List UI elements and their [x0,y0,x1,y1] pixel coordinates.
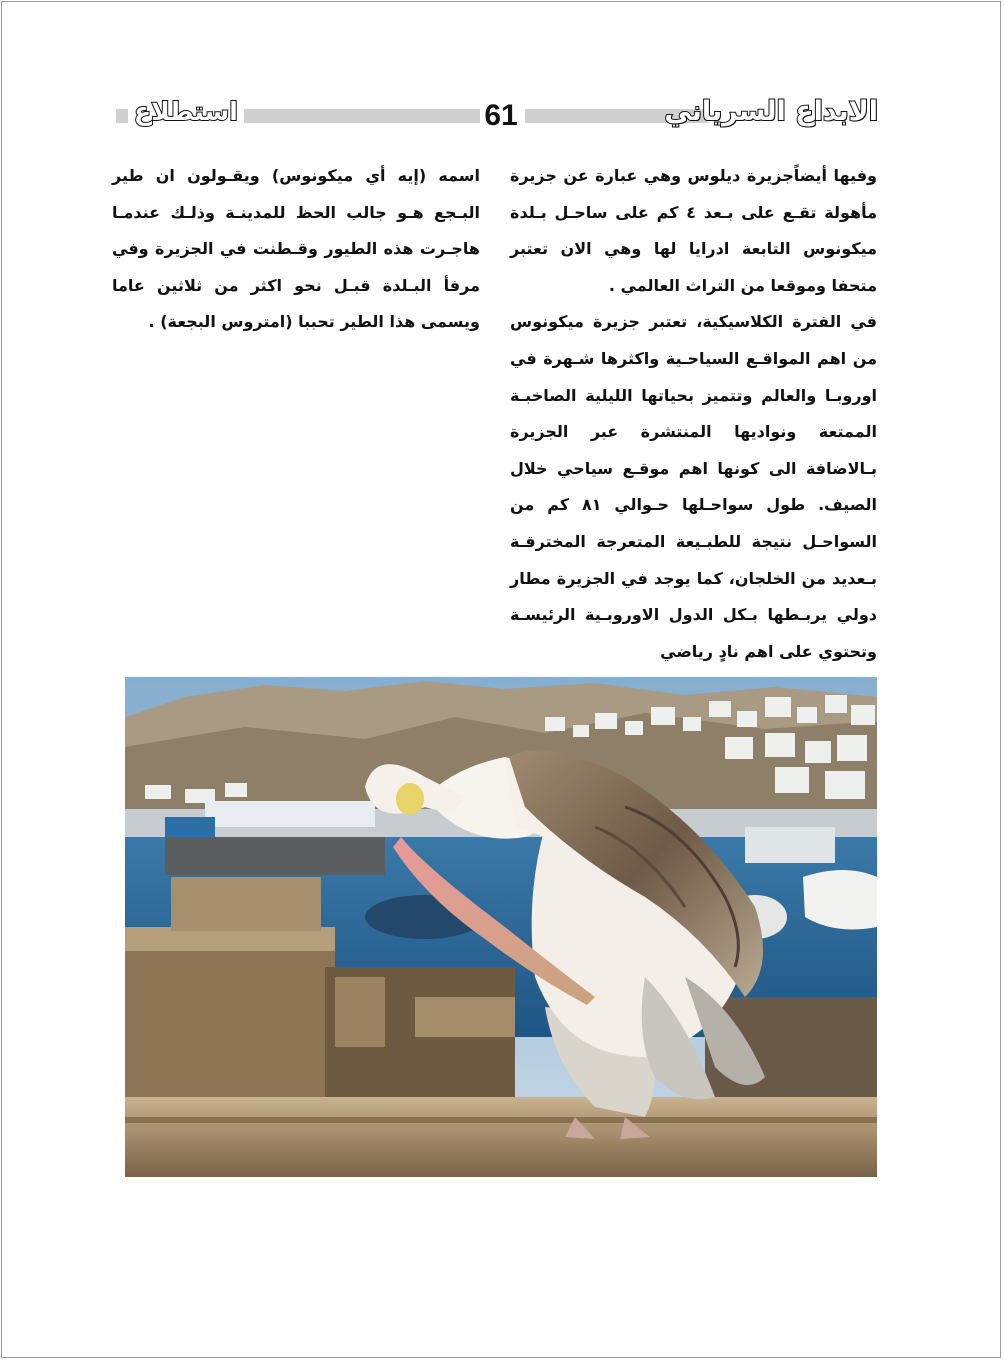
eye-patch [396,783,424,815]
section-title: استطلاع [128,94,244,130]
pelican-photo [125,677,877,1177]
beam [415,997,515,1037]
paragraph: اسمه (إيه أي ميكونوس) ويقـولون ان طير البـجع هـو جالب الحظ للمدينـة وذلـك عندمـا هاجـرت هذه الطيور وقـطنت في الجزيرة وفي مرفأ البـلدة قبـل نحو اكثر من ثلاثين عاما ويسمى هذا الطير تحببا (امتروس البجعة) . [112,166,480,332]
dock-plank [125,1097,877,1177]
jetty [165,837,385,875]
wooden-crate [125,927,335,1097]
crate-upper [171,877,321,931]
boat-white-2 [803,870,877,929]
beam-end [335,977,385,1047]
paragraph: وفيها أيضاًجزيرة ديلوس وهي عبارة عن جزيرة مأهولة تقـع على بـعد ٤ كم على ساحـل بـلدة ميكونوس التابعة ادرايا لها وهي الان تعتبر متحفا وموقعا من التراث العالمي . [510,166,877,295]
page-number: 61 [484,99,518,132]
plank-seam [125,1117,877,1123]
article-column-right [510,158,877,670]
article-column-left [112,158,480,341]
ferry [205,801,375,827]
paragraph: في الفترة الكلاسيكية، تعتبر جزيرة ميكونوس من اهم المواقـع السياحـية واكثرها شـهرة في اوروبـا والعالم وتتميز بحياتها الليلية الصاخبـة الممتعة ونواديها المنتشرة عبر الجزيرة بـالاضافة الى كونها اهم موقـع سياحي خلال الصيف. طول سواحـلها حـوالي ٨١ كم من السواحـل نتيجة للطبـيعة المتعرجة المخترقـة بـعديد من الخلجان، كما يوجد في الجزيرة مطار دولي يربـطها بـكل الدول الاوروبـية الرئيسـة وتحتوي على اهم نادٍ رياضي [510,312,877,661]
boat-blue [165,817,215,837]
magazine-title: الابداع السرياني [664,96,878,127]
boat-cabin [745,827,835,863]
